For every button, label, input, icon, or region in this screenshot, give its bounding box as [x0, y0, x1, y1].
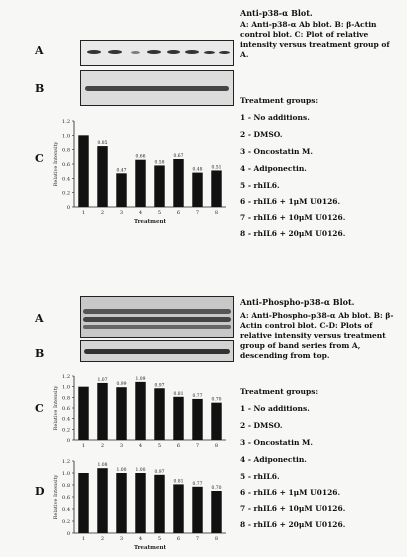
band [185, 50, 199, 54]
panel2-label-c: C [35, 402, 44, 415]
bar [211, 491, 221, 533]
panel1-label-b: B [35, 82, 45, 95]
bar [116, 173, 126, 207]
band [204, 51, 215, 54]
data-label: 1.09 [135, 376, 146, 382]
band [219, 51, 230, 54]
panel2-label-a: A [35, 312, 44, 325]
x-tick-label: 1 [81, 536, 86, 542]
y-tick-label: 0 [66, 531, 70, 537]
list-item: 8 - rhIL6 + 20μM U0126. [240, 520, 346, 529]
x-tick-label: 4 [138, 210, 143, 216]
bar [116, 387, 126, 440]
data-label: 0.70 [211, 397, 222, 403]
x-tick-label: 5 [157, 536, 162, 542]
list-item: 6 - rhIL6 + 1μM U0126. [240, 197, 341, 206]
bar [135, 160, 145, 207]
bar [78, 387, 88, 440]
list-item: 5 - rhIL6. [240, 472, 280, 481]
band [131, 51, 140, 54]
y-tick-label: 1.2 [62, 119, 70, 125]
list-item: 7 - rhIL6 + 10μM U0126. [240, 504, 346, 513]
list-item: 3 - Oncostatin M. [240, 438, 313, 447]
x-tick-label: 1 [81, 210, 86, 216]
x-tick-label: 7 [195, 536, 200, 542]
data-label: 1.00 [116, 468, 127, 473]
bar [97, 383, 107, 440]
y-tick-label: 1.0 [62, 133, 70, 140]
band [167, 50, 180, 54]
y-tick-label: 0.2 [62, 519, 70, 525]
x-tick-label: 6 [176, 210, 181, 216]
data-label: 1.07 [97, 377, 108, 383]
list-item: 6 - rhIL6 + 1μM U0126. [240, 488, 341, 497]
list-item: 5 - rhIL6. [240, 181, 280, 190]
bar [78, 473, 88, 533]
bar [173, 159, 183, 207]
x-tick-label: 6 [176, 536, 181, 542]
y-tick-label: 0.4 [62, 416, 70, 423]
panel2-blot-b [80, 340, 234, 362]
data-label: 0.81 [173, 391, 184, 397]
list-item: 8 - rhIL6 + 20μM U0126. [240, 229, 346, 238]
x-tick-label: 1 [81, 443, 86, 449]
x-tick-label: 4 [138, 536, 143, 542]
x-tick-label: 2 [100, 210, 105, 216]
data-label: 0.77 [192, 481, 203, 487]
x-tick-label: 2 [100, 536, 105, 542]
y-tick-label: 0.4 [62, 507, 70, 513]
data-label: 0.70 [211, 486, 222, 491]
band [87, 50, 101, 54]
y-axis-label: Relative Intensity [53, 385, 59, 431]
data-label: 0.97 [154, 469, 165, 475]
bar [97, 468, 107, 533]
list-item: 4 - Adiponectin. [240, 164, 307, 173]
x-tick-label: 4 [138, 443, 143, 449]
list-item: 1 - No additions. [240, 113, 310, 122]
data-label: 1.00 [135, 468, 146, 473]
panel2-groups-header: Treatment groups: [240, 387, 319, 396]
x-tick-label: 7 [195, 443, 200, 449]
y-tick-label: 0.6 [62, 162, 70, 168]
y-tick-label: 0.6 [62, 495, 70, 501]
bar [78, 135, 88, 207]
bar [116, 473, 126, 533]
bar [154, 165, 164, 207]
data-label: 0.48 [192, 167, 203, 173]
data-label: 0.99 [116, 382, 127, 388]
band [147, 50, 161, 54]
panel2-caption: A: Anti-Phospho-p38-α Ab blot. B: β-Actin control blot. C-D: Plots of relative intensity versus treatment group of band series from A, descending from top. [240, 311, 394, 360]
data-label: 0.77 [192, 393, 203, 399]
band [85, 86, 229, 91]
bar [211, 403, 221, 440]
panel1-blot-b [80, 70, 234, 106]
y-tick-label: 0 [66, 205, 70, 211]
data-label: 0.58 [154, 160, 165, 166]
data-label: 0.67 [173, 153, 184, 159]
y-tick-label: 0.6 [62, 406, 70, 412]
data-label: 0.51 [211, 165, 222, 171]
panel2-bar-chart-d [44, 455, 234, 553]
y-tick-label: 0.2 [62, 427, 70, 434]
y-tick-label: 0.8 [62, 483, 70, 489]
data-label: 0.66 [135, 154, 146, 160]
bar [192, 173, 202, 207]
x-axis-label: Treatment [133, 219, 167, 225]
bar [173, 397, 183, 440]
y-tick-label: 1.2 [62, 374, 70, 380]
x-tick-label: 6 [176, 443, 181, 449]
band [83, 325, 231, 329]
x-tick-label: 7 [195, 210, 200, 216]
x-tick-label: 3 [119, 536, 124, 542]
y-tick-label: 0.8 [62, 147, 70, 154]
y-tick-label: 1.0 [62, 471, 70, 477]
x-tick-label: 2 [100, 443, 105, 449]
list-item: 7 - rhIL6 + 10μM U0126. [240, 213, 346, 222]
panel2-label-d: D [35, 485, 45, 498]
data-label: 0.97 [154, 383, 165, 389]
band [108, 50, 122, 54]
y-tick-label: 0 [66, 438, 70, 444]
band [83, 317, 231, 322]
y-axis-label: Relative Intensity [53, 141, 59, 187]
list-item: 3 - Oncostatin M. [240, 147, 313, 156]
x-tick-label: 8 [214, 536, 219, 542]
bar [192, 487, 202, 533]
panel1-blot-a [80, 40, 234, 66]
y-tick-label: 0.8 [62, 395, 70, 402]
panel1-caption: A: Anti-p38-α Ab blot. B: β-Actin control blot. C: Plot of relative intensity versus treatment group of A. [240, 20, 390, 59]
data-label: 1.08 [97, 463, 108, 469]
list-item: 4 - Adiponectin. [240, 455, 307, 464]
x-tick-label: 8 [214, 210, 219, 216]
panel1-label-a: A [35, 44, 44, 57]
x-tick-label: 8 [214, 443, 219, 449]
panel1-groups-header: Treatment groups: [240, 96, 319, 105]
panel2-blot-a [80, 296, 234, 338]
data-label: 0.47 [116, 168, 127, 174]
panel1-bar-chart [44, 115, 234, 227]
panel2-title: Anti-Phospho-p38-α Blot. [240, 297, 355, 307]
y-tick-label: 0.2 [62, 190, 70, 197]
bar [154, 475, 164, 533]
x-tick-label: 5 [157, 210, 162, 216]
bar [154, 388, 164, 440]
y-tick-label: 1.0 [62, 384, 70, 391]
list-item: 2 - DMSO. [240, 421, 283, 430]
panel2-label-b: B [35, 347, 45, 360]
panel1-label-c: C [35, 152, 44, 165]
x-tick-label: 5 [157, 443, 162, 449]
bar [135, 473, 145, 533]
panel2-bar-chart-c [44, 370, 234, 452]
x-tick-label: 3 [119, 210, 124, 216]
y-tick-label: 1.2 [62, 459, 70, 465]
bar [135, 382, 145, 440]
x-tick-label: 3 [119, 443, 124, 449]
bar [211, 170, 221, 207]
bar [192, 399, 202, 440]
list-item: 2 - DMSO. [240, 130, 283, 139]
x-axis-label: Treatment [133, 545, 167, 551]
band [83, 309, 231, 314]
panel1-title: Anti-p38-α Blot. [240, 8, 313, 18]
band [84, 349, 230, 354]
list-item: 1 - No additions. [240, 404, 310, 413]
data-label: 0.85 [97, 141, 108, 147]
data-label: 0.81 [173, 479, 184, 485]
bar [97, 146, 107, 207]
bar [173, 484, 183, 533]
y-tick-label: 0.4 [62, 176, 70, 183]
y-axis-label: Relative Intensity [53, 474, 59, 520]
